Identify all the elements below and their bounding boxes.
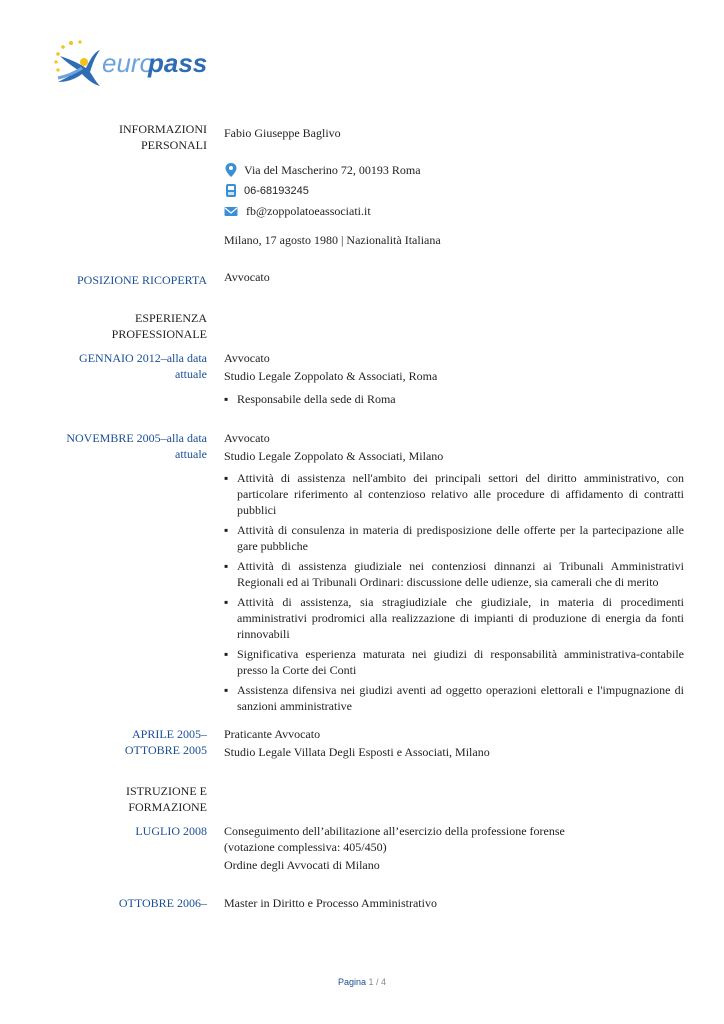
position-label: POSIZIONE RICOPERTA (77, 273, 207, 287)
list-item: ▪ Attività di consulenza in materia di predisposizione delle offerte per la partecipazione alle gare pubbliche (224, 523, 684, 553)
employer: Studio Legale Villata Degli Esposti e Associati, Milano (224, 745, 490, 759)
personal-info-label: INFORMAZIONI PERSONALI (119, 122, 207, 152)
experience-date: NOVEMBRE 2005–alla data attuale (66, 431, 207, 461)
logo-text-euro: euro (102, 48, 155, 78)
list-item: ▪ Attività di assistenza giudiziale nei contenziosi dinnanzi ai Tribunali Amministrativi Regionali ed ai Tribunali Ordinari: discussione delle udienze, sia camerali che di merito (224, 559, 684, 589)
phone-icon (224, 182, 238, 198)
list-item: ▪ Assistenza difensiva nei giudizi aventi ad oggetto operazioni elettorali e l'impugnazione di sanzioni amministrative (224, 683, 684, 713)
job-bullets (224, 391, 684, 407)
logo-text-pass: pass (148, 48, 208, 78)
job-title: Avvocato (224, 431, 270, 445)
employer: Studio Legale Zoppolato & Associati, Roma (224, 369, 438, 383)
list-item: ▪ Attività di assistenza nell'ambito dei principali settori del diritto amministrativo, con particolare riferimento al contenzioso relativo alle procedure di affidamento di contratti pubblici (224, 471, 684, 517)
location-pin-icon (224, 162, 238, 178)
list-item: ▪ Responsabile della sede di Roma (224, 392, 396, 406)
position-value: Avvocato (224, 270, 270, 284)
education-date: LUGLIO 2008 (135, 824, 207, 838)
education-title: Master in Diritto e Processo Amministrativo (224, 896, 437, 910)
person-name: Fabio Giuseppe Baglivo (224, 126, 341, 140)
education-institution: Ordine degli Avvocati di Milano (224, 858, 380, 872)
list-item: ▪ Significativa esperienza maturata nei giudizi di responsabilità amministrativa-contabile presso la Corte dei Conti (224, 647, 684, 677)
phone-text: 06-68193245 (244, 185, 309, 197)
education-grade: (votazione complessiva: 405/450) (224, 840, 387, 854)
job-bullets (224, 470, 684, 714)
education-title: Conseguimento dell’abilitazione all’esercizio della professione forense (224, 824, 565, 838)
europass-logo (50, 38, 210, 90)
email-link[interactable]: fb@zoppolatoeassociati.it (246, 204, 371, 218)
education-date: OTTOBRE 2006– (118, 896, 207, 910)
job-title: Praticante Avvocato (224, 727, 321, 741)
list-item: ▪ Attività di assistenza, sia stragiudiziale che giudiziale, in materia di procedimenti amministrativi prodromici alla realizzazione di impianti di produzione di energia da fonti rinnovabili (224, 595, 684, 641)
page-label: Pagina (337, 977, 366, 987)
job-title: Avvocato (224, 351, 270, 365)
experience-date: GENNAIO 2012–alla data attuale (79, 351, 207, 381)
employer: Studio Legale Zoppolato & Associati, Milano (224, 449, 444, 463)
experience-date: APRILE 2005– OTTOBRE 2005 (124, 727, 207, 757)
email-icon (224, 203, 238, 219)
page-footer (0, 974, 724, 990)
page-number: 1 / 4 (368, 977, 387, 987)
address-text: Via del Mascherino 72, 00193 Roma (244, 163, 421, 177)
birth-nationality: Milano, 17 agosto 1980 | Nazionalità Italiana (224, 233, 441, 247)
